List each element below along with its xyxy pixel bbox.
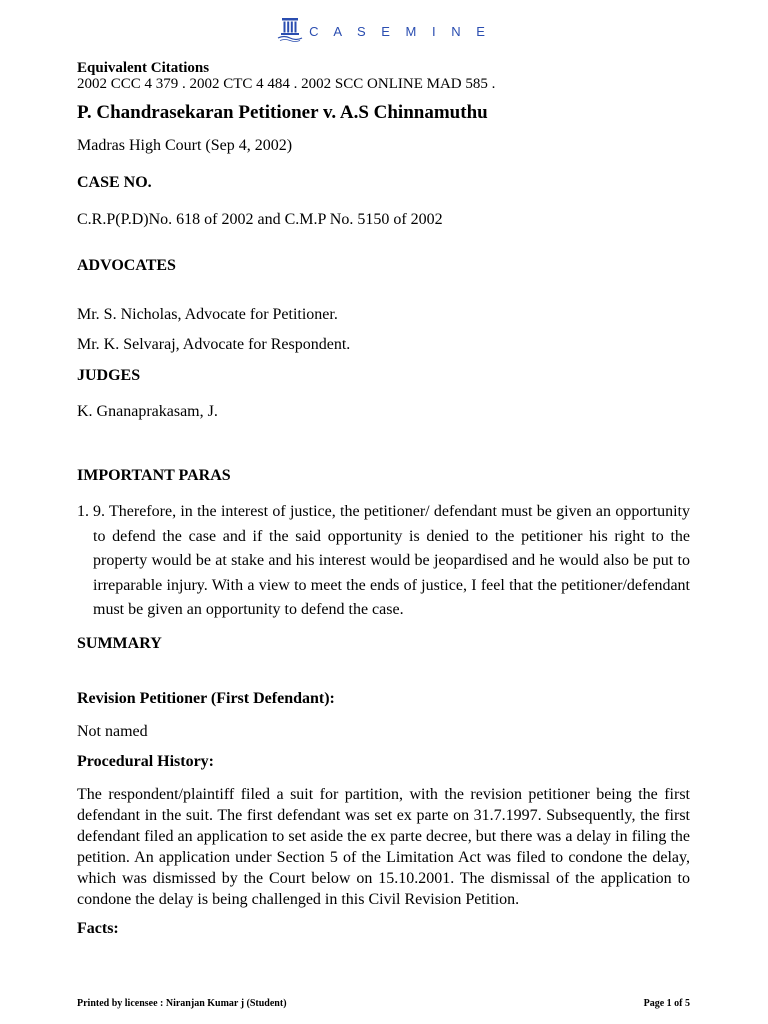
procedural-history-text: The respondent/plaintiff filed a suit for partition, with the revision petitioner being the first defendant in the suit. The first defendant was set ex parte on 31.7.1997. Subsequently, the first defendant filed an application to set aside the ex parte decree, but there was a delay in filing the petition. An application under Section 5 of the Limitation Act was filed to condone the delay, which was dismissed by the Court below on 15.10.2001. The dismissal of the application to condone the delay is being challenged in this Civil Revision Petition. xyxy=(77,785,690,908)
case-title: P. Chandrasekaran Petitioner v. A.S Chinnamuthu xyxy=(77,102,488,123)
main-content xyxy=(77,60,690,940)
procedural-history-label: Procedural History: xyxy=(77,752,215,770)
judges-heading: JUDGES xyxy=(77,367,141,384)
important-paras-heading: IMPORTANT PARAS xyxy=(77,467,231,484)
page-number: Page 1 of 5 xyxy=(643,998,690,1009)
courthouse-pillars-icon xyxy=(277,16,303,47)
summary-heading: SUMMARY xyxy=(77,634,162,652)
page-footer xyxy=(77,998,690,1009)
important-para-item xyxy=(77,500,690,623)
advocates-heading: ADVOCATES xyxy=(77,257,176,274)
revision-petitioner-label: Revision Petitioner (First Defendant): xyxy=(77,689,335,707)
judges-value: K. Gnanaprakasam, J. xyxy=(77,403,218,420)
para-number: 1. xyxy=(77,503,89,520)
court-and-date: Madras High Court (Sep 4, 2002) xyxy=(77,137,293,154)
case-no-value: C.R.P(P.D)No. 618 of 2002 and C.M.P No. 5150 of 2002 xyxy=(77,211,443,228)
case-no-heading: CASE NO. xyxy=(77,174,152,191)
para-text: 9. Therefore, in the interest of justice, the petitioner/ defendant must be given an opportunity to defend the case and if the said opportunity is denied to the petitioner his right to the property would be at stake and his interest would be jeopardised and he would also be put to irreparable injury. With a view to meet the ends of justice, I feel that the petitioner/defendant must be given an opportunity to defend the case. xyxy=(93,503,690,618)
brand-wordmark: C A S E M I N E xyxy=(309,24,491,39)
advocate-item: Mr. S. Nicholas, Advocate for Petitioner. xyxy=(77,306,338,323)
citations-label: Equivalent Citations xyxy=(77,60,210,76)
facts-label: Facts: xyxy=(77,919,119,937)
casemine-logo[interactable] xyxy=(0,16,768,47)
revision-petitioner-value: Not named xyxy=(77,722,148,740)
printed-by-text: Printed by licensee : Niranjan Kumar j (Student) xyxy=(77,998,287,1009)
citations-text: 2002 CCC 4 379 . 2002 CTC 4 484 . 2002 SCC ONLINE MAD 585 . xyxy=(77,76,496,92)
advocate-item: Mr. K. Selvaraj, Advocate for Respondent. xyxy=(77,336,351,353)
